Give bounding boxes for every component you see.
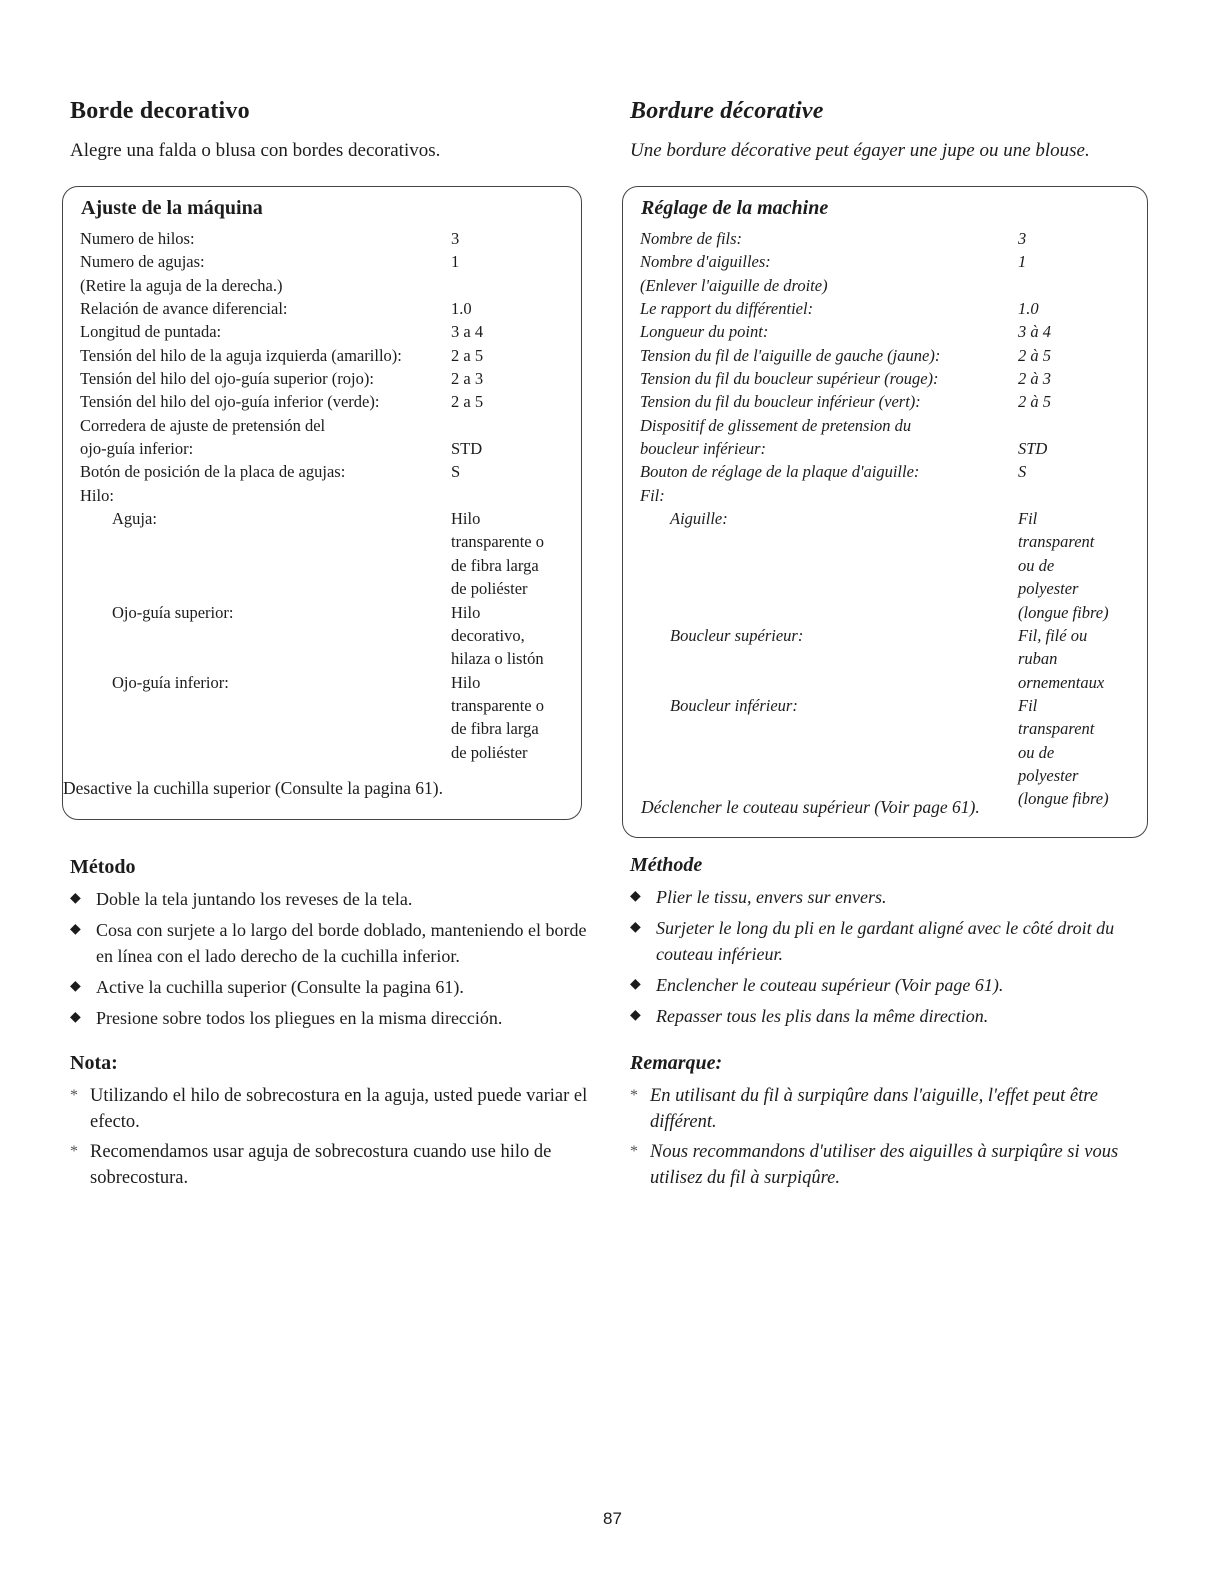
setting-row	[640, 274, 1141, 297]
method-heading-es: Método	[70, 856, 136, 878]
setting-row	[640, 437, 1141, 460]
setting-value: de fibra larga	[451, 719, 539, 739]
note-item	[630, 1139, 1160, 1191]
note-list-fr	[630, 1083, 1160, 1195]
asterisk-icon: *	[630, 1087, 638, 1104]
setting-label: Numero de hilos:	[80, 229, 195, 248]
diamond-bullet-icon: ◆	[630, 1008, 641, 1023]
note-item	[70, 1139, 600, 1191]
setting-label: Ojo-guía inferior:	[112, 672, 229, 692]
setting-value: S	[451, 462, 461, 482]
setting-row	[640, 320, 1141, 343]
setting-label: Boucleur inférieur:	[670, 695, 798, 715]
setting-label: (Retire la aguja de la derecha.)	[80, 275, 283, 295]
setting-value: de poliéster	[451, 579, 528, 599]
setting-value: 3	[1018, 229, 1027, 248]
setting-value: 2 à 3	[1018, 369, 1051, 389]
settings-heading-fr: Réglage de la machine	[641, 197, 829, 219]
setting-row	[80, 741, 575, 764]
setting-row	[640, 484, 1141, 507]
settings-footer-es: Desactive la cuchilla superior (Consulte la pagina 61).	[63, 778, 444, 798]
note-heading-fr: Remarque:	[630, 1052, 723, 1074]
setting-value: 1.0	[451, 299, 472, 319]
note-text: Recomendamos usar aguja de sobrecostura cuando use hilo de sobrecostura.	[90, 1142, 552, 1188]
setting-row	[80, 530, 575, 553]
setting-value: ou de	[1018, 555, 1055, 575]
setting-row	[80, 367, 575, 390]
setting-row	[640, 577, 1141, 600]
setting-row	[640, 601, 1141, 624]
note-text: En utilisant du fil à surpiqûre dans l'aiguille, l'effet peut être différent.	[650, 1086, 1098, 1132]
method-item	[630, 915, 1160, 967]
setting-label: Ojo-guía superior:	[112, 602, 234, 622]
setting-value: ou de	[1018, 742, 1055, 762]
setting-row	[640, 554, 1141, 577]
setting-row	[640, 507, 1141, 530]
setting-label: ojo-guía inferior:	[80, 439, 194, 459]
setting-row	[80, 624, 575, 647]
setting-row	[80, 671, 575, 694]
setting-value: ornementaux	[1018, 672, 1105, 692]
setting-label: Tensión del hilo de la aguja izquierda (amarillo):	[80, 345, 402, 365]
setting-value: de poliéster	[451, 742, 528, 762]
setting-row	[640, 694, 1141, 717]
asterisk-icon: *	[70, 1087, 78, 1104]
setting-row	[80, 460, 575, 483]
setting-value: (longue fibre)	[1018, 789, 1109, 809]
setting-label: Bouton de réglage de la plaque d'aiguille:	[640, 462, 920, 482]
setting-row	[80, 601, 575, 624]
diamond-bullet-icon: ◆	[630, 977, 641, 992]
setting-value: 2 à 5	[1018, 392, 1051, 412]
setting-value: Hilo	[451, 509, 481, 529]
settings-rows-es	[80, 227, 575, 764]
setting-value: (longue fibre)	[1018, 602, 1109, 622]
setting-value: hilaza o listón	[451, 649, 544, 669]
setting-label: Boucleur supérieur:	[670, 625, 804, 645]
setting-value: ruban	[1018, 649, 1058, 669]
method-item	[70, 974, 600, 1000]
diamond-bullet-icon: ◆	[70, 1010, 81, 1025]
setting-row	[80, 577, 575, 600]
setting-row	[640, 344, 1141, 367]
setting-row	[640, 530, 1141, 553]
setting-value: 3 a 4	[451, 322, 484, 342]
setting-row	[80, 437, 575, 460]
asterisk-icon: *	[630, 1143, 638, 1160]
setting-value: STD	[1018, 439, 1048, 459]
setting-row	[80, 507, 575, 530]
setting-row	[640, 390, 1141, 413]
setting-row	[640, 741, 1141, 764]
setting-row	[80, 344, 575, 367]
settings-footer-fr: Déclencher le couteau supérieur (Voir page 61).	[641, 797, 980, 817]
setting-label: Aiguille:	[670, 509, 728, 529]
setting-row	[640, 414, 1141, 437]
setting-value: Fil	[1018, 509, 1038, 529]
setting-row	[80, 484, 575, 507]
setting-value: 2 a 5	[451, 345, 484, 365]
setting-label: Longitud de puntada:	[80, 322, 222, 342]
setting-label: Fil:	[640, 485, 665, 505]
setting-row	[640, 647, 1141, 670]
setting-row	[640, 671, 1141, 694]
setting-label: Botón de posición de la placa de agujas:	[80, 462, 346, 482]
note-heading-es: Nota:	[70, 1052, 118, 1074]
method-item	[630, 972, 1160, 998]
setting-row	[80, 414, 575, 437]
setting-row	[80, 274, 575, 297]
setting-label: boucleur inférieur:	[640, 439, 767, 459]
setting-label: Aguja:	[112, 509, 157, 529]
machine-settings-box-es	[62, 186, 582, 820]
setting-label: Nombre d'aiguilles:	[640, 252, 771, 272]
setting-value: 3	[451, 229, 460, 248]
setting-label: Corredera de ajuste de pretensión del	[80, 415, 326, 435]
setting-row	[640, 367, 1141, 390]
setting-row	[80, 647, 575, 670]
setting-row	[80, 250, 575, 273]
setting-label: Tension du fil du boucleur supérieur (rouge):	[640, 369, 939, 389]
settings-heading-es: Ajuste de la máquina	[81, 197, 263, 219]
setting-row	[80, 297, 575, 320]
method-list-es	[70, 886, 600, 1036]
setting-value: 1	[451, 252, 460, 272]
setting-value: transparente o	[451, 695, 544, 715]
setting-value: Fil, filé ou	[1018, 625, 1088, 645]
intro-fr: Une bordure décorative peut égayer une jupe ou une blouse.	[630, 140, 1090, 161]
setting-value: 2 a 5	[451, 392, 484, 412]
method-text: Doble la tela juntando los reveses de la tela.	[96, 889, 413, 909]
page-number: 87	[603, 1509, 622, 1528]
setting-label: Relación de avance diferencial:	[80, 299, 288, 319]
setting-value: Fil	[1018, 695, 1038, 715]
setting-value: transparente o	[451, 532, 544, 552]
diamond-bullet-icon: ◆	[70, 891, 81, 906]
intro-es: Alegre una falda o blusa con bordes decorativos.	[70, 140, 441, 161]
setting-value: Hilo	[451, 602, 481, 622]
setting-value: 2 à 5	[1018, 345, 1051, 365]
setting-row	[640, 624, 1141, 647]
page-title-es: Borde decorativo	[70, 98, 250, 124]
method-text: Surjeter le long du pli en le gardant aligné avec le côté droit du couteau inférieur.	[656, 918, 1115, 964]
setting-row	[80, 227, 575, 250]
setting-value: 3 à 4	[1018, 322, 1051, 342]
method-item	[70, 1005, 600, 1031]
machine-settings-box-fr	[622, 186, 1148, 838]
method-text: Repasser tous les plis dans la même direction.	[656, 1006, 989, 1026]
note-list-es	[70, 1083, 600, 1195]
diamond-bullet-icon: ◆	[630, 889, 641, 904]
setting-label: Tensión del hilo del ojo-guía superior (rojo):	[80, 369, 374, 389]
method-heading-fr: Méthode	[630, 854, 703, 876]
setting-value: 1.0	[1018, 299, 1039, 319]
method-text: Plier le tissu, envers sur envers.	[656, 887, 887, 907]
note-item	[70, 1083, 600, 1135]
setting-value: S	[1018, 462, 1027, 482]
setting-value: 2 a 3	[451, 369, 484, 389]
setting-row	[80, 694, 575, 717]
note-text: Utilizando el hilo de sobrecostura en la aguja, usted puede variar el efecto.	[90, 1086, 588, 1132]
settings-rows-fr	[640, 227, 1141, 811]
setting-value: polyester	[1018, 765, 1079, 785]
setting-row	[640, 297, 1141, 320]
setting-row	[80, 320, 575, 343]
setting-label: Hilo:	[80, 485, 114, 505]
setting-row	[640, 764, 1141, 787]
page-title-fr: Bordure décorative	[630, 98, 824, 124]
setting-value: polyester	[1018, 579, 1079, 599]
setting-row	[80, 554, 575, 577]
setting-label: Tension du fil de l'aiguille de gauche (jaune):	[640, 345, 941, 365]
method-item	[630, 884, 1160, 910]
setting-label: Numero de agujas:	[80, 252, 205, 272]
setting-row	[640, 717, 1141, 740]
setting-label: Tension du fil du boucleur inférieur (vert):	[640, 392, 921, 412]
diamond-bullet-icon: ◆	[630, 920, 641, 935]
diamond-bullet-icon: ◆	[70, 979, 81, 994]
method-list-fr	[630, 884, 1160, 1034]
setting-label: Longueur du point:	[640, 322, 769, 342]
asterisk-icon: *	[70, 1143, 78, 1160]
setting-value: de fibra larga	[451, 555, 539, 575]
method-item	[70, 886, 600, 912]
setting-label: (Enlever l'aiguille de droite)	[640, 275, 828, 295]
method-item	[630, 1003, 1160, 1029]
setting-value: STD	[451, 439, 483, 459]
method-text: Active la cuchilla superior (Consulte la pagina 61).	[96, 977, 464, 997]
setting-row	[640, 227, 1141, 250]
setting-value: decorativo,	[451, 625, 525, 645]
setting-row	[80, 717, 575, 740]
method-text: Presione sobre todos los pliegues en la misma dirección.	[96, 1008, 503, 1028]
setting-label: Dispositif de glissement de pretension du	[640, 415, 912, 435]
method-text: Cosa con surjete a lo largo del borde doblado, manteniendo el borde en línea con el lado derecho de la cuchilla inferior.	[96, 920, 587, 966]
setting-label: Tensión del hilo del ojo-guía inferior (verde):	[80, 392, 380, 412]
diamond-bullet-icon: ◆	[70, 922, 81, 937]
setting-value: 1	[1018, 252, 1027, 272]
setting-row	[640, 460, 1141, 483]
setting-value: transparent	[1018, 532, 1095, 552]
note-item	[630, 1083, 1160, 1135]
method-item	[70, 917, 600, 969]
setting-row	[640, 250, 1141, 273]
setting-row	[80, 390, 575, 413]
setting-label: Nombre de fils:	[640, 229, 743, 248]
note-text: Nous recommandons d'utiliser des aiguilles à surpiqûre si vous utilisez du fil à surpiqûre.	[650, 1142, 1119, 1188]
setting-label: Le rapport du différentiel:	[640, 299, 814, 319]
setting-value: Hilo	[451, 672, 481, 692]
setting-value: transparent	[1018, 719, 1095, 739]
method-text: Enclencher le couteau supérieur (Voir page 61).	[656, 975, 1004, 995]
